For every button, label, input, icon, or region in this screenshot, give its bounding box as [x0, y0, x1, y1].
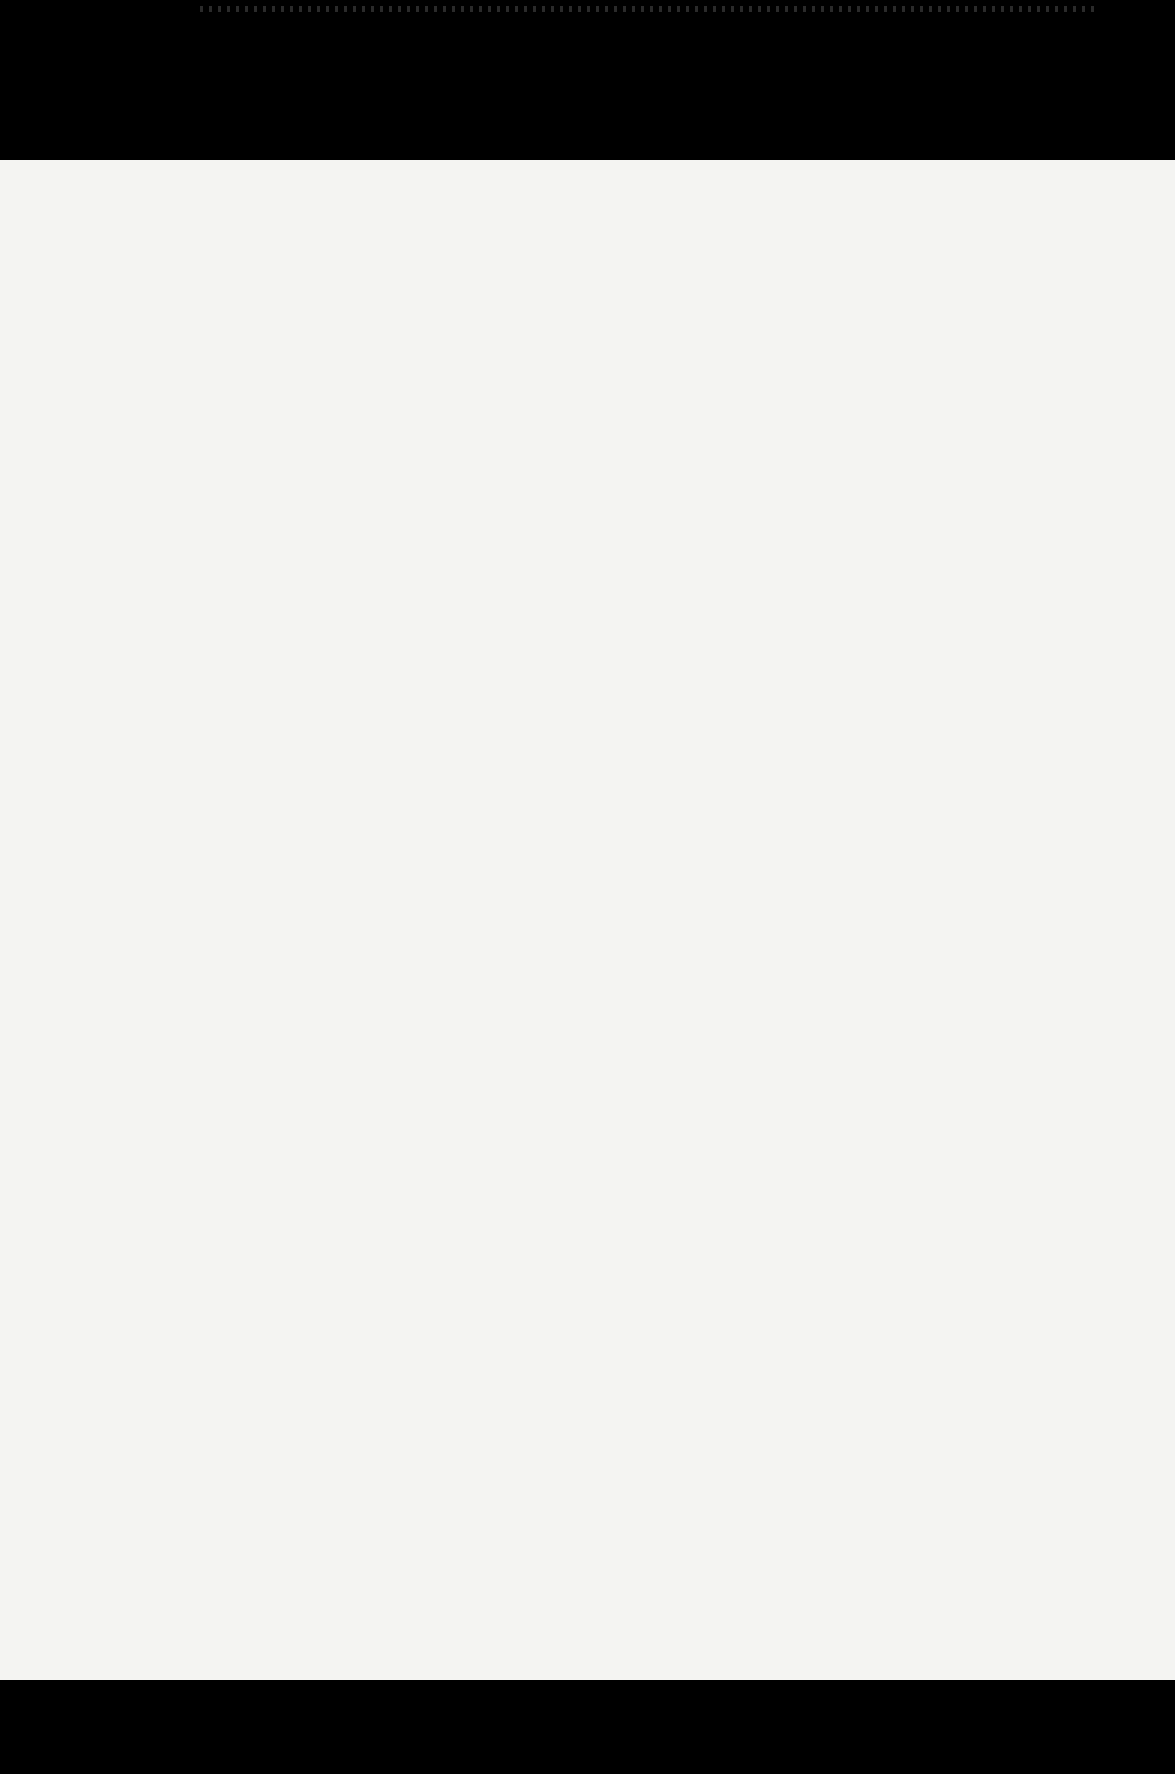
fischer-figures-30-31	[0, 160, 1175, 760]
book-page	[0, 160, 1175, 1680]
ionization-structures	[0, 840, 1175, 1600]
scan-noise	[200, 6, 1100, 12]
